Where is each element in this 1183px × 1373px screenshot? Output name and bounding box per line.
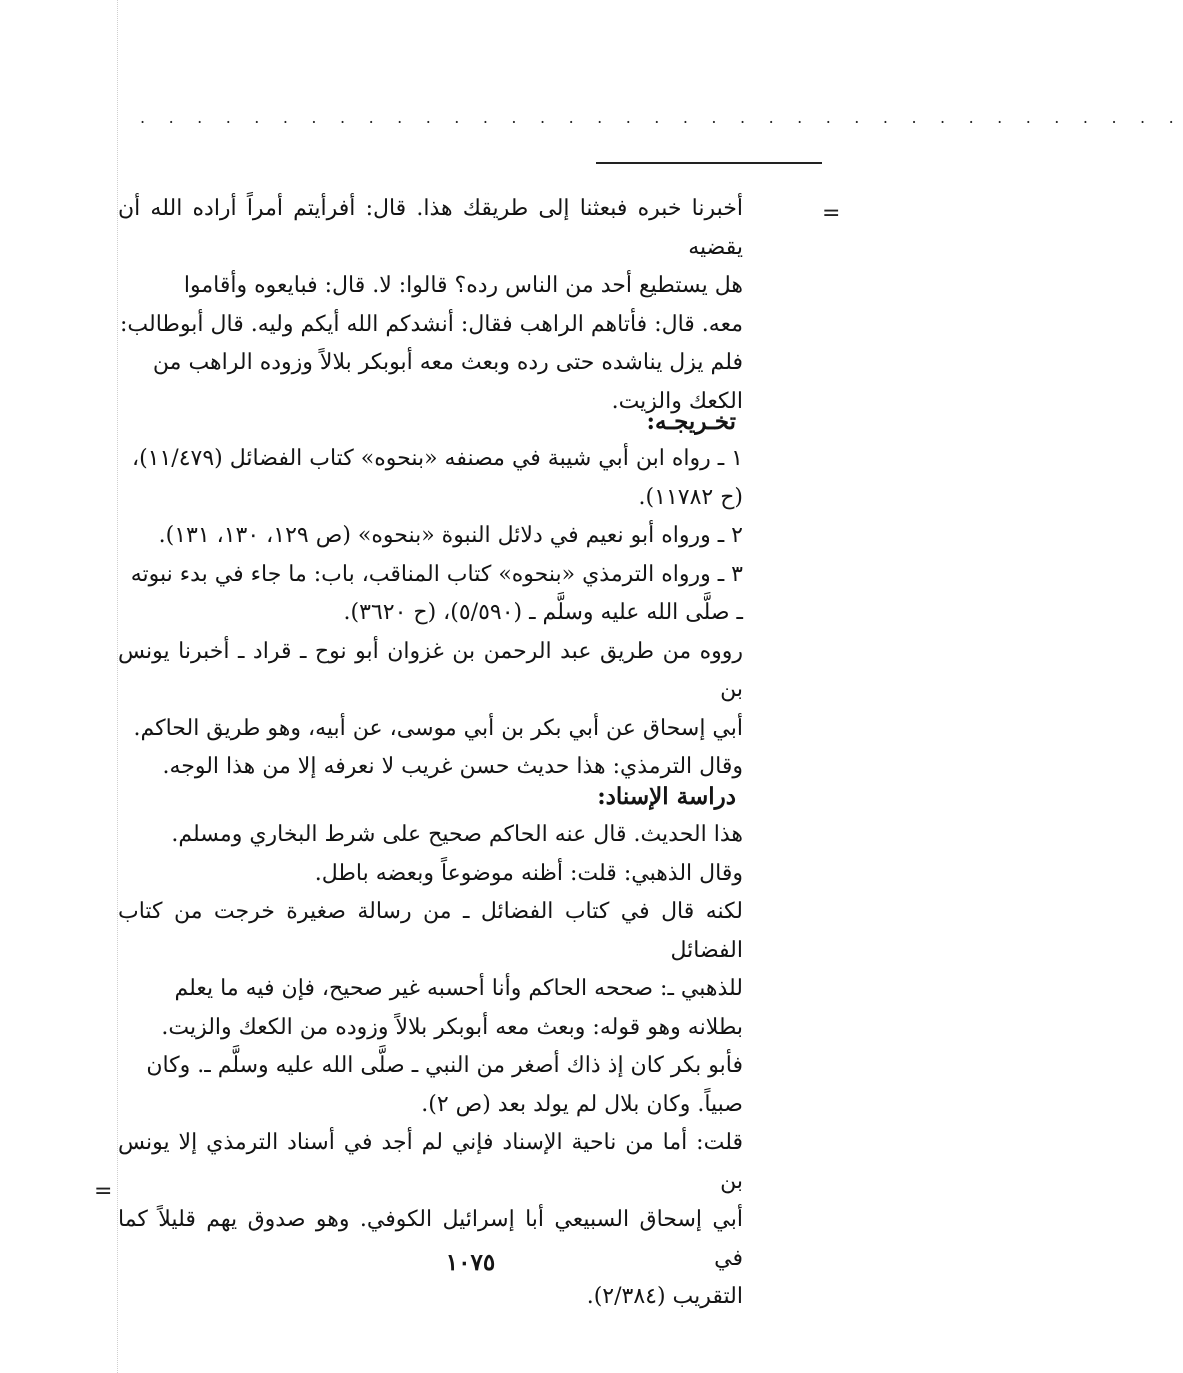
- takhrij-line: ٣ ـ ورواه الترمذي «بنحوه» كتاب المناقب، باب: ما جاء في بدء نبوته: [130, 561, 743, 587]
- dirasa-line: بطلانه وهو قوله: وبعث معه أبوبكر بلالاً وزوده من الكعك والزيت.: [161, 1014, 743, 1040]
- dirasa-line: هذا الحديث. قال عنه الحاكم صحيح على شرط البخاري ومسلم.: [171, 822, 743, 847]
- dirasa-line: لكنه قال في كتاب الفضائل ـ من رسالة صغيرة خرجت من كتاب الفضائل: [118, 899, 743, 963]
- footnote-rule: [596, 162, 822, 164]
- continuation-marker-top: =: [822, 201, 841, 226]
- dirasa-heading: دراسة الإسناد:: [597, 783, 736, 810]
- story-line: الكعك والزيت.: [611, 388, 743, 414]
- footnote-dotted-separator: . . . . . . . . . . . . . . . . . . . . . . . . . . . . . . . . . . . . .: [140, 108, 1183, 127]
- story-paragraph: [118, 190, 743, 421]
- story-line: معه. قال: فأتاهم الراهب فقال: أنشدكم الله أيكم وليه. قال أبوطالب:: [120, 311, 743, 337]
- takhrij-line: ـ صلَّى الله عليه وسلَّم ـ (٥/٥٩٠)، (ح ٣٦٢٠).: [343, 600, 743, 625]
- dirasa-section: [118, 816, 743, 1317]
- dirasa-line: التقريب (٢/٣٨٤).: [586, 1284, 743, 1309]
- page-number: ١٠٧٥: [445, 1249, 496, 1276]
- takhrij-section: [118, 440, 743, 787]
- takhrij-line: ١ ـ رواه ابن أبي شيبة في مصنفه «بنحوه» كتاب الفضائل (١١/٤٧٩)،: [131, 446, 743, 471]
- dirasa-line: فأبو بكر كان إذ ذاك أصغر من النبي ـ صلَّى الله عليه وسلَّم ـ. وكان: [146, 1053, 743, 1078]
- dirasa-line: وقال الذهبي: قلت: أظنه موضوعاً وبعضه باطل.: [314, 860, 743, 886]
- takhrij-line: وقال الترمذي: هذا حديث حسن غريب لا نعرفه إلا من هذا الوجه.: [162, 754, 743, 779]
- dirasa-line: أبي إسحاق السبيعي أبا إسرائيل الكوفي. وهو صدوق يهم قليلاً كما في: [118, 1207, 743, 1271]
- story-line: فلم يزل يناشده حتى رده وبعث معه أبوبكر بلالاً وزوده الراهب من: [152, 350, 743, 375]
- takhrij-line: رووه من طريق عبد الرحمن بن غزوان أبو نوح ـ قراد ـ أخبرنا يونس بن: [118, 638, 743, 702]
- story-line: أخبرنا خبره فبعثنا إلى طريقك هذا. قال: أفرأيتم أمراً أراده الله أن يقضيه: [118, 196, 743, 260]
- dirasa-line: قلت: أما من ناحية الإسناد فإني لم أجد في أسناد الترمذي إلا يونس بن: [118, 1130, 743, 1194]
- dirasa-line: صبياً. وكان بلال لم يولد بعد (ص ٢).: [421, 1091, 743, 1117]
- takhrij-heading: تخـريجـه:: [646, 408, 736, 435]
- continuation-marker-bottom: =: [94, 1179, 113, 1204]
- takhrij-line: أبي إسحاق عن أبي بكر بن أبي موسى، عن أبيه، وهو طريق الحاكم.: [133, 715, 743, 741]
- takhrij-line: ٢ ـ ورواه أبو نعيم في دلائل النبوة «بنحوه» (ص ١٢٩، ١٣٠، ١٣١).: [158, 523, 743, 548]
- dirasa-line: للذهبي ـ: صححه الحاكم وأنا أحسبه غير صحيح، فإن فيه ما يعلم: [174, 976, 743, 1001]
- story-line: هل يستطيع أحد من الناس رده؟ قالوا: لا. قال: فبايعوه وأقاموا: [183, 273, 743, 298]
- takhrij-line: (ح ١١٧٨٢).: [638, 484, 743, 510]
